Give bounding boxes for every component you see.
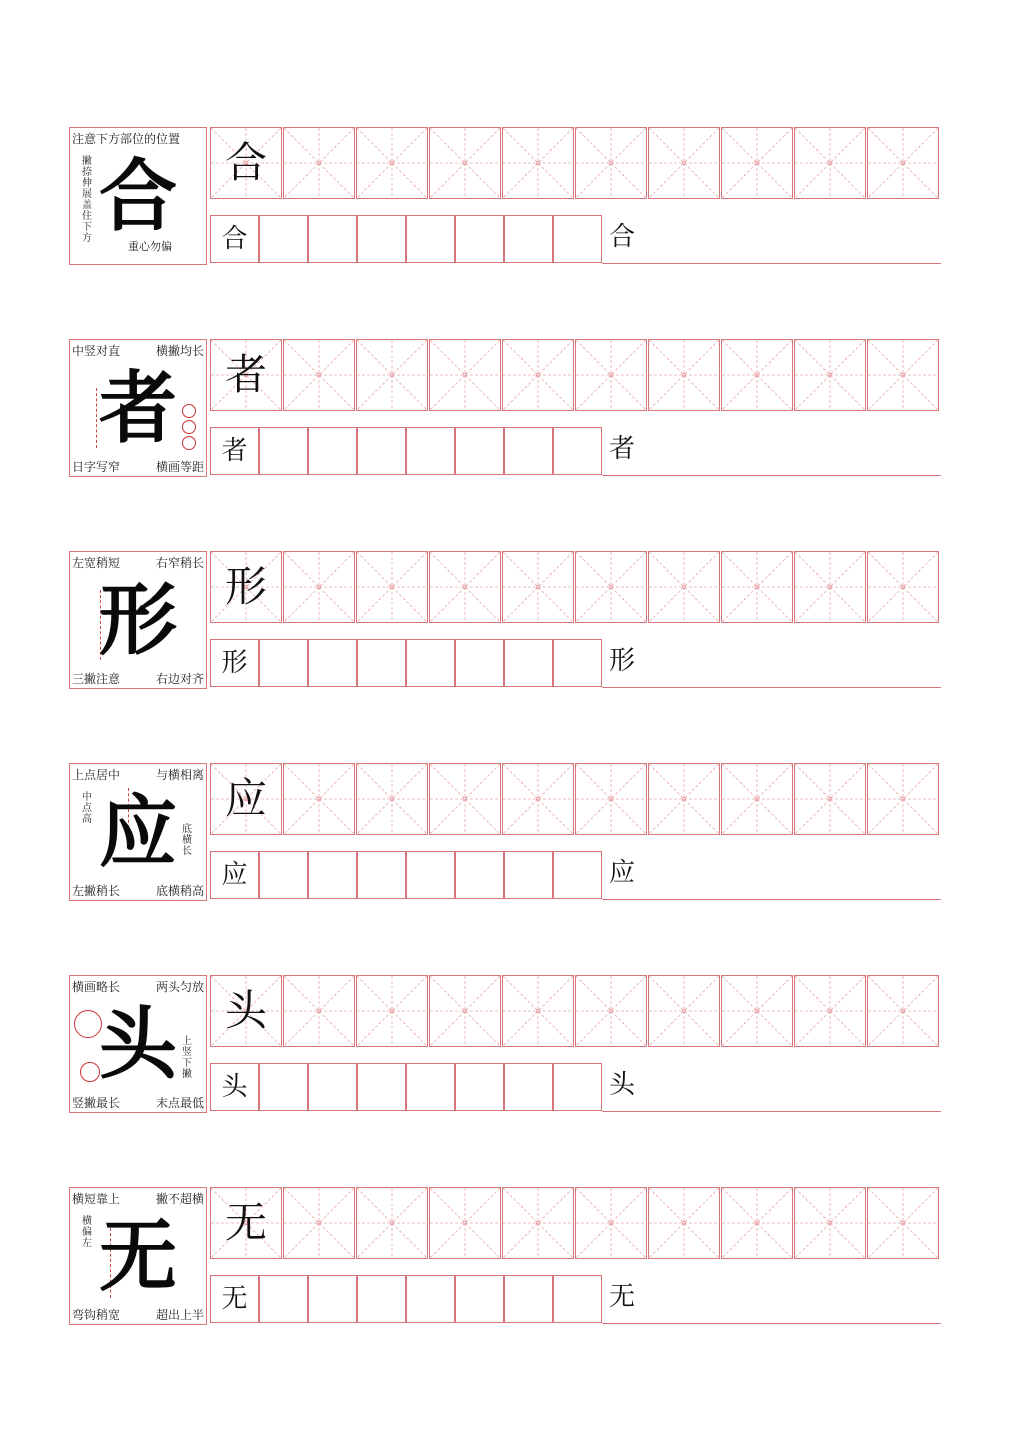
small-box-cell[interactable] bbox=[259, 215, 308, 263]
mi-grid-cell[interactable] bbox=[867, 551, 939, 623]
mi-grid-cell-sample[interactable] bbox=[210, 127, 282, 199]
writing-tip-tl: 横短靠上 bbox=[72, 1192, 121, 1206]
mi-grid-guides bbox=[795, 128, 865, 198]
writing-tip-vl: 横偏左 bbox=[82, 1216, 92, 1249]
mi-grid-cell[interactable] bbox=[502, 763, 574, 835]
small-box-sample[interactable] bbox=[210, 851, 259, 899]
small-box-cell[interactable] bbox=[259, 1275, 308, 1323]
small-box-cell[interactable] bbox=[406, 427, 455, 475]
small-box-row bbox=[210, 639, 602, 688]
mi-grid-row bbox=[210, 339, 941, 412]
mi-grid-cell-sample[interactable] bbox=[210, 339, 282, 411]
mi-grid-cell[interactable] bbox=[721, 551, 793, 623]
mi-grid-guides bbox=[722, 552, 792, 622]
small-box-row bbox=[210, 215, 602, 264]
mi-grid-row bbox=[210, 763, 941, 836]
mi-grid-cell[interactable] bbox=[794, 975, 866, 1047]
writing-tip-tl: 上点居中 bbox=[72, 768, 121, 782]
mi-grid-cell-sample[interactable] bbox=[210, 551, 282, 623]
mi-grid-guides bbox=[576, 764, 646, 834]
mi-grid-cell[interactable] bbox=[429, 551, 501, 623]
mi-grid-guides bbox=[430, 552, 500, 622]
model-character: 应 bbox=[98, 787, 177, 878]
writing-baseline[interactable] bbox=[602, 687, 941, 688]
small-box-cell[interactable] bbox=[259, 427, 308, 475]
mi-grid-guides bbox=[430, 976, 500, 1046]
baseline-sample-character: 形 bbox=[609, 646, 636, 676]
sample-character: 无 bbox=[224, 1198, 267, 1247]
mi-grid-guides bbox=[430, 1188, 500, 1258]
small-box-cell[interactable] bbox=[455, 427, 504, 475]
mi-grid-cell[interactable] bbox=[648, 763, 720, 835]
mi-grid-guides bbox=[649, 552, 719, 622]
mi-grid-guides bbox=[868, 128, 938, 198]
mi-grid-cell[interactable] bbox=[356, 551, 428, 623]
mi-grid-cell[interactable] bbox=[502, 127, 574, 199]
small-box-cell[interactable] bbox=[406, 1275, 455, 1323]
mi-grid-cell[interactable] bbox=[502, 1187, 574, 1259]
mi-grid-cell[interactable] bbox=[356, 975, 428, 1047]
small-box-cell[interactable] bbox=[259, 639, 308, 687]
mi-grid-cell[interactable] bbox=[429, 1187, 501, 1259]
sample-character: 合 bbox=[224, 138, 267, 187]
mi-grid-guides bbox=[357, 340, 427, 410]
mi-grid-cell[interactable] bbox=[867, 975, 939, 1047]
small-box-cell[interactable] bbox=[553, 427, 602, 475]
mi-grid-cell[interactable] bbox=[502, 551, 574, 623]
writing-tip-tr: 横撇均长 bbox=[155, 344, 204, 358]
sample-character-small: 头 bbox=[221, 1072, 248, 1102]
mi-grid-guides bbox=[576, 128, 646, 198]
baseline-sample-character: 应 bbox=[609, 858, 636, 888]
mi-grid-guides bbox=[576, 1188, 646, 1258]
mi-grid-cell[interactable] bbox=[283, 127, 355, 199]
writing-baseline[interactable] bbox=[602, 1111, 941, 1112]
writing-baseline[interactable] bbox=[602, 475, 941, 476]
writing-tip-vr: 上竖下撇 bbox=[182, 1036, 192, 1080]
small-box-cell[interactable] bbox=[406, 1063, 455, 1111]
model-character: 头 bbox=[98, 999, 177, 1090]
writing-baseline[interactable] bbox=[602, 899, 941, 900]
mi-grid-cell[interactable] bbox=[794, 763, 866, 835]
mi-grid-guides bbox=[795, 976, 865, 1046]
example-character-box bbox=[69, 763, 207, 901]
baseline-sample-character: 无 bbox=[609, 1282, 636, 1312]
mi-grid-guides bbox=[868, 552, 938, 622]
small-box-cell[interactable] bbox=[504, 427, 553, 475]
mi-grid-cell[interactable] bbox=[721, 1187, 793, 1259]
mi-grid-guides bbox=[795, 552, 865, 622]
sample-character: 者 bbox=[224, 350, 267, 399]
small-box-cell[interactable] bbox=[553, 215, 602, 263]
small-box-cell[interactable] bbox=[308, 427, 357, 475]
small-box-cell[interactable] bbox=[308, 1063, 357, 1111]
mi-grid-guides bbox=[503, 1188, 573, 1258]
mi-grid-guides bbox=[868, 976, 938, 1046]
writing-tip-tr: 与横相离 bbox=[155, 768, 204, 782]
small-box-cell[interactable] bbox=[553, 639, 602, 687]
example-character-box bbox=[69, 975, 207, 1113]
writing-tip-br: 超出上半 bbox=[155, 1308, 204, 1322]
writing-tip-bl: 左撇稍长 bbox=[72, 884, 121, 898]
small-box-cell[interactable] bbox=[259, 1063, 308, 1111]
mi-grid-guides bbox=[357, 1188, 427, 1258]
small-box-sample[interactable] bbox=[210, 1275, 259, 1323]
sample-character: 头 bbox=[224, 986, 267, 1035]
mi-grid-guides bbox=[503, 764, 573, 834]
baseline-sample-character: 合 bbox=[609, 222, 636, 252]
writing-tip-vr: 底横长 bbox=[182, 824, 192, 857]
small-box-cell[interactable] bbox=[406, 851, 455, 899]
small-box-cell[interactable] bbox=[308, 1275, 357, 1323]
small-box-cell[interactable] bbox=[455, 1275, 504, 1323]
mi-grid-guides bbox=[795, 340, 865, 410]
small-box-row bbox=[210, 1275, 602, 1324]
mi-grid-guides bbox=[284, 976, 354, 1046]
example-character-box bbox=[69, 551, 207, 689]
small-box-sample[interactable] bbox=[210, 1063, 259, 1111]
mi-grid-guides bbox=[722, 1188, 792, 1258]
mi-grid-guides bbox=[503, 552, 573, 622]
small-box-cell[interactable] bbox=[455, 1063, 504, 1111]
mi-grid-guides bbox=[357, 128, 427, 198]
mi-grid-guides bbox=[795, 764, 865, 834]
mi-grid-row bbox=[210, 127, 941, 200]
mi-grid-cell[interactable] bbox=[648, 551, 720, 623]
mi-grid-row bbox=[210, 551, 941, 624]
mi-grid-row bbox=[210, 975, 941, 1048]
mi-grid-cell[interactable] bbox=[867, 1187, 939, 1259]
small-box-cell[interactable] bbox=[553, 1063, 602, 1111]
writing-tip-vl: 中点高 bbox=[82, 792, 92, 825]
mi-grid-cell[interactable] bbox=[867, 127, 939, 199]
mi-grid-cell[interactable] bbox=[356, 763, 428, 835]
small-box-cell[interactable] bbox=[504, 1063, 553, 1111]
example-character-box bbox=[69, 1187, 207, 1325]
mi-grid-cell[interactable] bbox=[575, 127, 647, 199]
mi-grid-guides bbox=[649, 340, 719, 410]
writing-tip-bl: 三撇注意 bbox=[72, 672, 121, 686]
mi-grid-cell[interactable] bbox=[794, 1187, 866, 1259]
mi-grid-guides bbox=[357, 976, 427, 1046]
mi-grid-cell[interactable] bbox=[867, 763, 939, 835]
writing-tip-bl: 日字写窄 bbox=[72, 460, 121, 474]
small-box-cell[interactable] bbox=[357, 427, 406, 475]
mi-grid-cell[interactable] bbox=[575, 551, 647, 623]
small-box-cell[interactable] bbox=[357, 215, 406, 263]
mi-grid-guides bbox=[722, 764, 792, 834]
mi-grid-cell[interactable] bbox=[648, 1187, 720, 1259]
mi-grid-guides bbox=[576, 976, 646, 1046]
small-box-cell[interactable] bbox=[553, 1275, 602, 1323]
mi-grid-cell[interactable] bbox=[721, 127, 793, 199]
writing-tip-vl: 撇捺伸展盖住下方 bbox=[82, 156, 92, 244]
mi-grid-cell[interactable] bbox=[794, 551, 866, 623]
small-box-cell[interactable] bbox=[455, 851, 504, 899]
practice-row bbox=[69, 339, 941, 477]
model-character: 无 bbox=[98, 1211, 177, 1302]
mi-grid-guides bbox=[649, 1188, 719, 1258]
mi-grid-guides bbox=[722, 976, 792, 1046]
small-box-cell[interactable] bbox=[259, 851, 308, 899]
mi-grid-cell[interactable] bbox=[429, 763, 501, 835]
mi-grid-guides bbox=[576, 340, 646, 410]
mi-grid-cell[interactable] bbox=[721, 763, 793, 835]
mi-grid-guides bbox=[357, 764, 427, 834]
mi-grid-guides bbox=[868, 764, 938, 834]
small-box-row bbox=[210, 1063, 602, 1112]
mi-grid-guides bbox=[722, 128, 792, 198]
mi-grid-row bbox=[210, 1187, 941, 1260]
mi-grid-cell[interactable] bbox=[356, 339, 428, 411]
mi-grid-cell[interactable] bbox=[648, 127, 720, 199]
mi-grid-guides bbox=[284, 552, 354, 622]
small-box-row bbox=[210, 851, 602, 900]
example-character-box bbox=[69, 339, 207, 477]
mi-grid-cell[interactable] bbox=[867, 339, 939, 411]
writing-tip-br: 横画等距 bbox=[155, 460, 204, 474]
writing-tip-bl: 弯钩稍宽 bbox=[72, 1308, 121, 1322]
small-box-sample[interactable] bbox=[210, 427, 259, 475]
mi-grid-cell-sample[interactable] bbox=[210, 1187, 282, 1259]
sample-character-small: 合 bbox=[221, 224, 248, 254]
small-box-cell[interactable] bbox=[455, 639, 504, 687]
practice-row bbox=[69, 763, 941, 901]
mi-grid-cell[interactable] bbox=[502, 975, 574, 1047]
small-box-cell[interactable] bbox=[406, 639, 455, 687]
mi-grid-guides bbox=[868, 340, 938, 410]
writing-tip-tl: 左宽稍短 bbox=[72, 556, 121, 570]
mi-grid-guides bbox=[576, 552, 646, 622]
model-character: 合 bbox=[98, 151, 177, 242]
baseline-sample-character: 者 bbox=[609, 434, 636, 464]
practice-row bbox=[69, 551, 941, 689]
writing-tip-tr: 撇不超横 bbox=[155, 1192, 204, 1206]
model-character: 形 bbox=[98, 575, 177, 666]
example-character-box bbox=[69, 127, 207, 265]
baseline-sample-character: 头 bbox=[609, 1070, 636, 1100]
mi-grid-cell[interactable] bbox=[283, 1187, 355, 1259]
mi-grid-cell[interactable] bbox=[794, 127, 866, 199]
sample-character-small: 应 bbox=[221, 860, 248, 890]
sample-character: 应 bbox=[224, 774, 267, 823]
small-box-cell[interactable] bbox=[308, 215, 357, 263]
mi-grid-guides bbox=[649, 128, 719, 198]
mi-grid-guides bbox=[357, 552, 427, 622]
mi-grid-cell[interactable] bbox=[794, 339, 866, 411]
small-box-cell[interactable] bbox=[504, 1275, 553, 1323]
small-box-cell[interactable] bbox=[308, 851, 357, 899]
mi-grid-cell-sample[interactable] bbox=[210, 763, 282, 835]
practice-row bbox=[69, 1187, 941, 1325]
mi-grid-guides bbox=[284, 764, 354, 834]
small-box-cell[interactable] bbox=[553, 851, 602, 899]
practice-row bbox=[69, 127, 941, 265]
sample-character-small: 者 bbox=[221, 436, 248, 466]
mi-grid-cell[interactable] bbox=[575, 339, 647, 411]
small-box-cell[interactable] bbox=[504, 851, 553, 899]
mi-grid-guides bbox=[722, 340, 792, 410]
small-box-cell[interactable] bbox=[357, 639, 406, 687]
mi-grid-cell[interactable] bbox=[283, 975, 355, 1047]
small-box-cell[interactable] bbox=[504, 639, 553, 687]
writing-tip-tl: 注意下方部位的位置 bbox=[72, 132, 181, 146]
mi-grid-cell[interactable] bbox=[356, 127, 428, 199]
mi-grid-guides bbox=[430, 764, 500, 834]
mi-grid-guides bbox=[503, 340, 573, 410]
writing-tip-br: 末点最低 bbox=[155, 1096, 204, 1110]
writing-tip-tr: 右窄稍长 bbox=[155, 556, 204, 570]
mi-grid-guides bbox=[649, 764, 719, 834]
small-box-cell[interactable] bbox=[308, 639, 357, 687]
practice-row bbox=[69, 975, 941, 1113]
small-box-cell[interactable] bbox=[504, 215, 553, 263]
small-box-sample[interactable] bbox=[210, 639, 259, 687]
small-box-cell[interactable] bbox=[357, 1063, 406, 1111]
writing-baseline[interactable] bbox=[602, 263, 941, 264]
small-box-cell[interactable] bbox=[357, 851, 406, 899]
writing-tip-br: 底横稍高 bbox=[155, 884, 204, 898]
mi-grid-guides bbox=[284, 128, 354, 198]
mi-grid-guides bbox=[430, 128, 500, 198]
mi-grid-cell[interactable] bbox=[575, 763, 647, 835]
mi-grid-guides bbox=[284, 340, 354, 410]
mi-grid-cell[interactable] bbox=[648, 975, 720, 1047]
small-box-row bbox=[210, 427, 602, 476]
small-box-cell[interactable] bbox=[406, 215, 455, 263]
small-box-cell[interactable] bbox=[357, 1275, 406, 1323]
mi-grid-guides bbox=[868, 1188, 938, 1258]
mi-grid-guides bbox=[284, 1188, 354, 1258]
mi-grid-guides bbox=[503, 976, 573, 1046]
mi-grid-cell[interactable] bbox=[283, 551, 355, 623]
writing-tip-bl: 竖撇最长 bbox=[72, 1096, 121, 1110]
writing-baseline[interactable] bbox=[602, 1323, 941, 1324]
mi-grid-cell[interactable] bbox=[283, 339, 355, 411]
mi-grid-guides bbox=[503, 128, 573, 198]
mi-grid-cell[interactable] bbox=[429, 127, 501, 199]
model-character: 者 bbox=[98, 363, 177, 454]
writing-tip-tl: 横画略长 bbox=[72, 980, 121, 994]
mi-grid-guides bbox=[430, 340, 500, 410]
writing-tip-tl: 中竖对直 bbox=[72, 344, 121, 358]
mi-grid-cell[interactable] bbox=[429, 339, 501, 411]
mi-grid-cell[interactable] bbox=[502, 339, 574, 411]
small-box-cell[interactable] bbox=[455, 215, 504, 263]
small-box-sample[interactable] bbox=[210, 215, 259, 263]
mi-grid-cell[interactable] bbox=[356, 1187, 428, 1259]
mi-grid-guides bbox=[795, 1188, 865, 1258]
writing-tip-br: 右边对齐 bbox=[155, 672, 204, 686]
mi-grid-guides bbox=[649, 976, 719, 1046]
writing-tip-tr: 两头匀放 bbox=[155, 980, 204, 994]
sample-character-small: 形 bbox=[221, 648, 248, 678]
mi-grid-cell[interactable] bbox=[648, 339, 720, 411]
mi-grid-cell[interactable] bbox=[575, 1187, 647, 1259]
mi-grid-cell[interactable] bbox=[429, 975, 501, 1047]
mi-grid-cell[interactable] bbox=[721, 975, 793, 1047]
mi-grid-cell[interactable] bbox=[721, 339, 793, 411]
sample-character-small: 无 bbox=[221, 1284, 248, 1314]
mi-grid-cell[interactable] bbox=[575, 975, 647, 1047]
sample-character: 形 bbox=[224, 562, 267, 611]
writing-tip-mid: 重心勿偏 bbox=[128, 240, 172, 253]
mi-grid-cell[interactable] bbox=[283, 763, 355, 835]
mi-grid-cell-sample[interactable] bbox=[210, 975, 282, 1047]
